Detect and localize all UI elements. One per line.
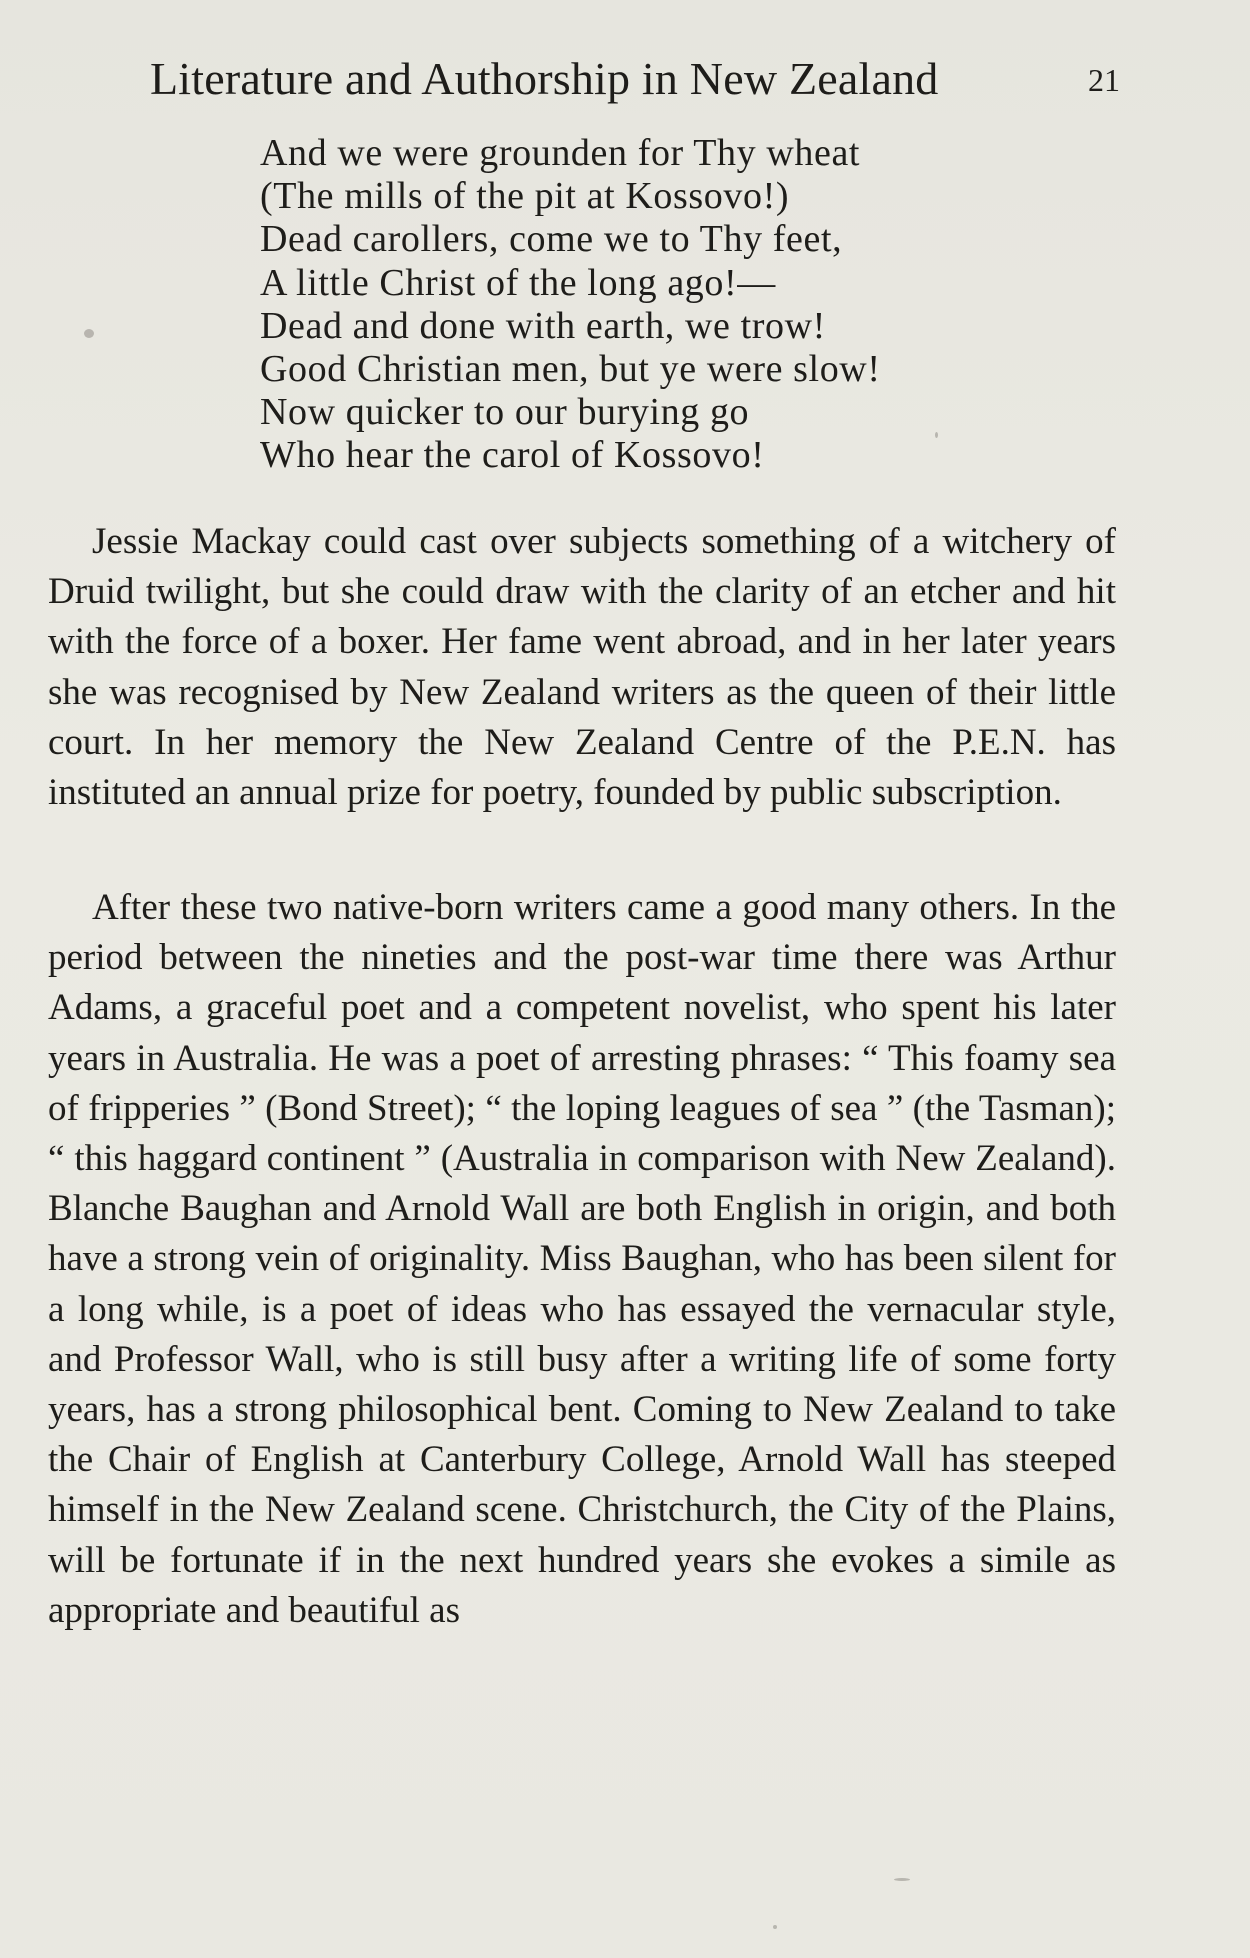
verse-line: Who hear the carol of Kossovo! [260, 434, 765, 477]
body-paragraph-jessie-mackay [48, 517, 1116, 818]
verse-line: And we were grounden for Thy wheat [260, 132, 861, 174]
paper-speck [773, 1925, 777, 1929]
verse-stanza [260, 132, 1060, 478]
paragraph-text: After these two native-born writers came a good many others. In the period between the nineties and the post-war time there was Arthur Adams, a graceful poet and a competent novelist, who spent his later years in Australia. He was a poet of arresting phrases: “ This foamy sea of fripperies ” (Bond Street); “ the loping leagues of sea ” (the Tasman); “ this haggard continent ” (Australia in comparison with New Zealand). Blanche Baughan and Arnold Wall are both English in origin, and both have a strong vein of originality. Miss Baughan, who has been silent for a long while, is a poet of ideas who has essayed the vernacular style, and Professor Wall, who is still busy after a writing life of some forty years, has a strong philosophical bent. Coming to New Zealand to take the Chair of English at Canterbury College, Arnold Wall has steeped himself in the New Zealand scene. Christchurch, the City of the Plains, will be fortunate if in the next hundred years she evokes a simile as appropriate and beautiful as [48, 887, 1116, 1631]
paper-speck [894, 1878, 910, 1881]
running-head [150, 52, 1120, 112]
page-number: 21 [1088, 62, 1120, 98]
verse-line: Dead and done with earth, we trow! [260, 304, 826, 347]
running-title: Literature and Authorship in New Zealand [150, 53, 939, 104]
paragraph-text: Jessie Mackay could cast over subjects something of a witchery of Druid twilight, but she could draw with the clarity of an etcher and hit with the force of a boxer. Her fame went abroad, and in her later years she was recognised by New Zealand writers as the queen of their little court. In her memory the New Zealand Centre of the P.E.N. has instituted an annual prize for poetry, founded by public subscription. [48, 521, 1116, 814]
body-paragraph-arthur-adams [48, 883, 1116, 1636]
verse-line: A little Christ of the long ago!— [260, 261, 776, 304]
verse-line: Good Christian men, but ye were slow! [260, 348, 881, 391]
verse-line: Dead carollers, come we to Thy feet, [260, 218, 843, 261]
paper-speck [935, 432, 938, 438]
paper-speck [84, 329, 94, 338]
verse-line: Now quicker to our burying go [260, 391, 750, 434]
verse-line: (The mills of the pit at Kossovo!) [260, 175, 790, 218]
